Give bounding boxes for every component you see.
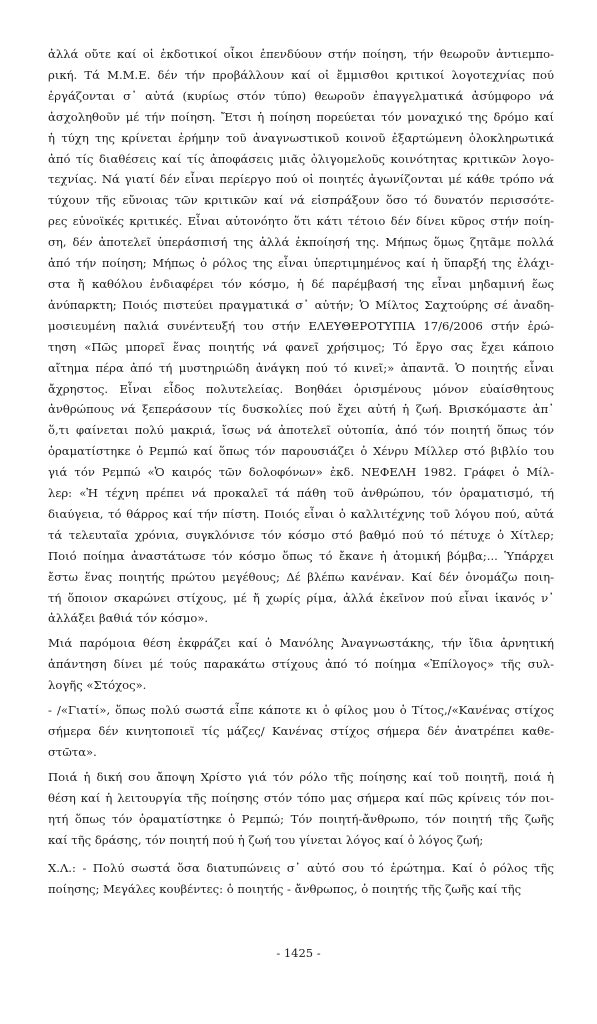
text-line: τεχνίας. Νά γιατί δέν εἶναι περίεργο πού οἱ ποιητές ἀγωνίζονται μέ κάθε τρόπο νά xyxy=(48,172,554,187)
text-line: ἡ τύχη της κρίνεται ἐρήμην τοῦ ἀναγνωστικοῦ κοινοῦ ἐξαρτώμενη ὁλοκληρωτικά xyxy=(48,130,554,145)
text-line: ἀπάντηση δίνει μέ τούς παρακάτω στίχους ἀπό τό ποίημα «Ἐπίλογος» τῆς συλ- xyxy=(48,657,554,672)
text-line: ητή ὅπως τόν ὁραματίστηκε ὁ Ρεμπώ; Τόν ποιητή-ἄνθρωπο, τόν ποιητή τῆς ζωῆς xyxy=(48,811,554,826)
text-line: - /«Γιατί», ὅπως πολύ σωστά εἶπε κάποτε κι ὁ φίλος μου ὁ Τίτος,/«Κανένας στίχος xyxy=(48,703,554,718)
text-line: ὁραματίστηκε ὁ Ρεμπώ καί ὅπως τόν παρουσιάζει ὁ Χένρυ Μίλλερ στό βιβλίο του xyxy=(48,444,554,459)
text-line: τηση «Πῶς μπορεῖ ἕνας ποιητής νά φανεῖ χρήσιμος; Τό ἔργο σας ἔχει κάποιο xyxy=(48,339,554,354)
text-line: καί τῆς δράσης, τόν ποιητή πού ἡ ζωή του γίνεται λόγος καί ὁ λόγος ζωή; xyxy=(48,832,484,847)
text-line: ρική. Τά Μ.Μ.Ε. δέν τήν προβάλλουν καί οἱ ἔμμισθοι κριτικοί λογοτεχνίας πού xyxy=(48,67,554,82)
text-line: ἀνύπαρκτη; Ποιός πιστεύει πραγματικά σ᾿ αὐτήν; Ὁ Μίλτος Σαχτούρης σέ ἀναδη- xyxy=(48,297,554,312)
text-line: στῶτα». xyxy=(48,744,97,759)
text-line: σήμερα δέν κινητοποιεῖ τίς μάζες/ Κανένας στίχος σήμερα δέν ἀνατρέπει καθε- xyxy=(48,724,554,738)
text-line: θέση καί ἡ λειτουργία τῆς ποίησης στόν τόπο μας σήμερα καί πῶς κρίνεις τόν ποι- xyxy=(48,790,554,805)
text-line: αἴτημα πέρα ἀπό τή μυστηριώδη ἀνάγκη πού τό κινεῖ;» ἀπαντᾶ. Ὁ ποιητής εἶναι xyxy=(48,360,554,375)
text-line: Χ.Λ.: - Πολύ σωστά ὅσα διατυπώνεις σ᾿ αὐτό σου τό ἐρώτημα. Καί ὁ ρόλος τῆς xyxy=(48,861,554,876)
text-line: στα ἤ καθόλου ἐνδιαφέρει τόν κόσμο, ἡ δέ παρέμβασή της εἶναι μηδαμινή ἕως xyxy=(48,276,554,291)
text-line: διαύγεια, τό θάρρος καί τήν πίστη. Ποιός εἶναι ὁ καλλιτέχνης τοῦ λόγου πού, αὐτά xyxy=(48,506,554,521)
text-line: λερ: «Ἡ τέχνη πρέπει νά προκαλεῖ τά πάθη τοῦ ἀνθρώπου, τόν ὁραματισμό, τή xyxy=(48,486,554,501)
text-line: τά τελευταῖα χρόνια, συγκλόνισε τόν κόσμο στό βαθμό πού τό πέτυχε ὁ Χίτλερ; xyxy=(48,527,554,542)
text-line: μοσιευμένη παλιά συνέντευξή του στήν ΕΛΕΥΘΕΡΟΤΥΠΙΑ 17/6/2006 στήν ἐρώ- xyxy=(48,318,554,333)
text-line: ὅ,τι φαίνεται πολύ μακριά, ἴσως νά ἀποτελεῖ οὐτοπία, ἀπό τόν ποιητή ὅπως τόν xyxy=(48,423,554,438)
text-line: γιά τόν Ρεμπώ «Ὁ καιρός τῶν δολοφόνων» ἐκδ. ΝΕΦΕΛΗ 1982. Γράφει ὁ Μίλ- xyxy=(48,465,554,480)
text-line: ἀλλάξει βαθιά τόν κόσμο». xyxy=(48,611,209,626)
paragraph-2 xyxy=(48,633,554,696)
text-line: τύχουν τῆς εὔνοιας τῶν κριτικῶν καί νά εἰσπράξουν ὅσο τό δυνατόν περισσότε- xyxy=(48,193,554,208)
paragraph-3 xyxy=(48,700,554,763)
text-line: ἀνθρώπους νά ξεπεράσουν τίς δυσκολίες πού ἔχει αὐτή ἡ ζωή. Βρισκόμαστε ἀπ᾿ xyxy=(48,402,554,417)
paragraph-5 xyxy=(48,858,554,900)
text-line: ἔστω ἕνας ποιητής πρώτου μεγέθους; Δέ βλέπω κανέναν. Καί δέν ὀνομάζω ποιη- xyxy=(48,569,554,584)
text-line: ἀσχοληθοῦν μέ τήν ποίηση. Ἔτσι ἡ ποίηση πορεύεται τόν μοναχικό της δρόμο καί xyxy=(48,109,554,124)
text-line: ἐργάζονται σ᾿ αὐτά (κυρίως στόν τύπο) θεωροῦν ἐπαγγελματικά ἀσύμφορο νά xyxy=(48,88,554,103)
document-page xyxy=(48,44,554,900)
text-line: τή ὅποιον σκαρώνει στίχους, μέ ἤ χωρίς ρίμα, ἀλλά ἐκεῖνον πού εἶναι ἱκανός ν᾿ xyxy=(48,590,554,605)
text-line: Μιά παρόμοια θέση ἐκφράζει καί ὁ Μανόλης Ἀναγνωστάκης, τήν ἴδια ἀρνητική xyxy=(48,636,554,651)
text-line: ἀπό τήν ποίηση; Μήπως ὁ ρόλος της εἶναι ὑπερτιμημένος καί ἡ ὕπαρξή της ἐλάχι- xyxy=(48,256,554,271)
text-line: ἀλλά οὔτε καί οἱ ἐκδοτικοί οἶκοι ἐπενδύουν στήν ποίηση, τήν θεωροῦν ἀντιεμπο- xyxy=(48,47,554,61)
text-line: ρες εὐνοϊκές κριτικές. Εἶναι αὐτονόητο ὅτι κάτι τέτοιο δέν δίνει κῦρος στήν ποίη- xyxy=(48,214,554,229)
text-line: Ποιό ποίημα ἀναστάτωσε τόν κόσμο ὅπως τό ἔκανε ἡ ἀτομική βόμβα;... Ὑπάρχει xyxy=(48,548,554,563)
text-line: ἀπό τίς διαθέσεις καί τίς ἀποφάσεις μιᾶς ὀλιγομελοῦς κοινότητας κριτικῶν λογο- xyxy=(48,151,554,166)
text-line: ση, δέν ἀποτελεῖ ὑπεράσπισή της ἀλλά ἐκποίησή της. Μήπως ὅμως ζητᾶμε πολλά xyxy=(48,235,554,250)
paragraph-gap xyxy=(48,850,554,858)
text-line: λογῆς «Στόχος». xyxy=(48,678,147,693)
text-line: ποίησης; Μεγάλες κουβέντες: ὁ ποιητής - ἄνθρωπος, ὁ ποιητής τῆς ζωῆς καί τῆς xyxy=(48,882,522,897)
page-number: - 1425 - xyxy=(276,946,321,960)
paragraph-1 xyxy=(48,44,554,629)
text-line: ἄχρηστος. Εἶναι εἶδος πολυτελείας. Βοηθάει ὁρισμένους μόνον εὐαίσθητους xyxy=(48,381,554,396)
paragraph-4 xyxy=(48,767,554,851)
text-line: Ποιά ἡ δική σου ἄποψη Χρίστο γιά τόν ρόλο τῆς ποίησης καί τοῦ ποιητῆ, ποιά ἡ xyxy=(48,769,554,784)
